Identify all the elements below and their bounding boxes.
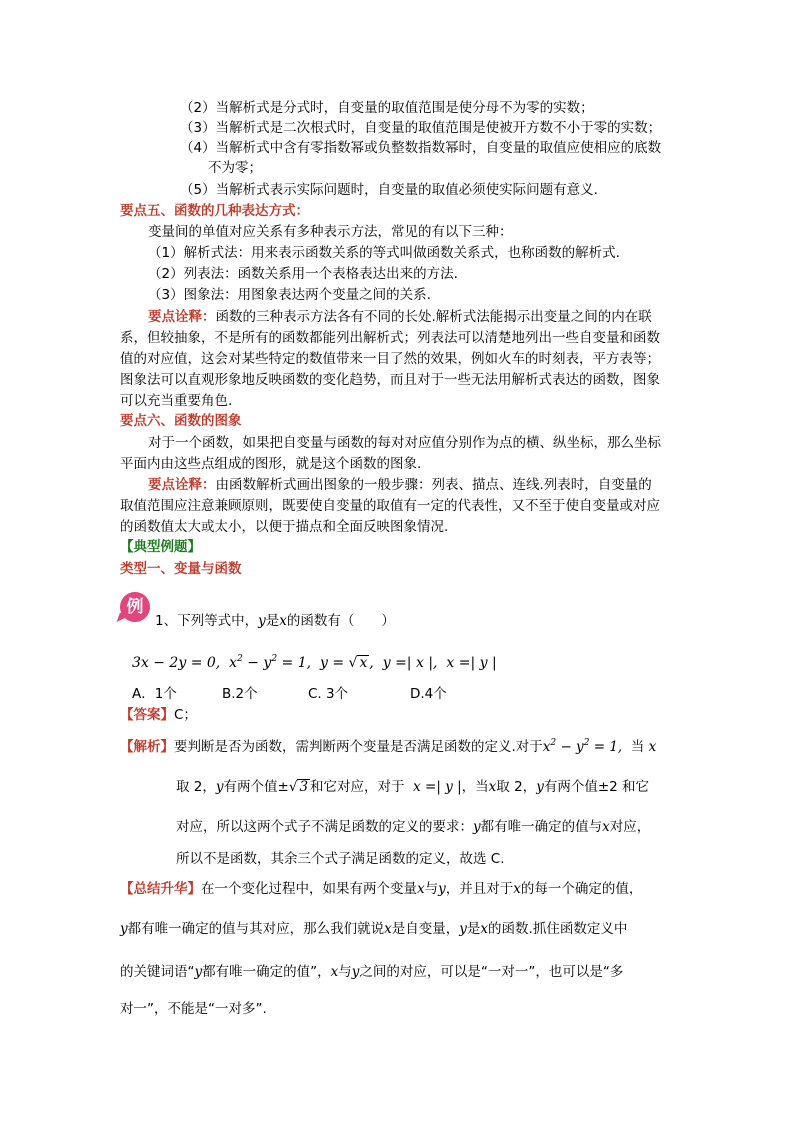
analysis-line-2: 取 2，y有两个值±√ 3 和它对应，对于 x =| y |，当x取 2，y有两个值±2 和它 (176, 779, 650, 795)
intro-item-4: （4）当解析式中含有零指数幂或负整数指数幂时，自变量的取值应使相应的底数 (180, 140, 662, 156)
question-equations: 3x − 2y = 0, $x^2 - y^2 = 1$, y = √ x , y =| x |, x =| y | (132, 654, 497, 671)
answer-label: 【答案】 (120, 707, 174, 723)
analysis-label: 【解析】 (120, 739, 174, 755)
examples-heading: 【典型例题】 (120, 539, 201, 555)
summary-line-2: y都有唯一确定的值与其对应，那么我们就说x是自变量，y是x的函数.抓住函数定义中 (120, 921, 628, 937)
summary-line-1: 【总结升华】在一个变化过程中，如果有两个变量x与y，并且对于x的每一个确定的值， (120, 881, 643, 897)
note-label: 要点诠释： (148, 477, 216, 493)
intro-item-5: （5）当解析式表示实际问题时，自变量的取值必须使实际问题有意义. (180, 182, 598, 198)
option-b[interactable]: B.2个 (222, 686, 258, 702)
analysis-line-4: 所以不是函数，其余三个式子满足函数的定义，故选 C. (176, 851, 505, 867)
summary-line-4: 对一”，不能是“一对多”. (120, 1001, 267, 1017)
example-badge-icon: 例 (120, 592, 150, 622)
section-5-note-line-4: 图象法可以直观形象地反映函数的变化趋势，而且对于一些无法用解析式表达的函数，图象 (120, 372, 660, 388)
section-5-note-line-1: 要点诠释：函数的三种表示方法各有不同的长处.解析式法能揭示出变量之间的内在联 (148, 309, 652, 325)
section-5-item-2: （2）列表法：函数关系用一个表格表达出来的方法. (148, 266, 458, 282)
intro-item-2: （2）当解析式是分式时，自变量的取值范围是使分母不为零的实数； (180, 100, 594, 116)
section-6-note-line-2: 取值范围应注意兼顾原则，既要使自变量的取值有一定的代表性，又不至于使自变量或对应 (120, 498, 660, 514)
section-6-note-line-1: 要点诠释：由函数解析式画出图象的一般步骤：列表、描点、连线.列表时，自变量的 (148, 477, 652, 493)
section-5-item-3: （3）图象法：用图象表达两个变量之间的关系. (148, 287, 431, 303)
question-stem: 1、下列等式中，y是x的函数有（ ） (155, 613, 395, 629)
section-5-note-line-5: 可以充当重要角色. (120, 393, 233, 409)
note-label: 要点诠释： (148, 309, 216, 325)
section-6-note-line-3: 的函数值太大或太小，以便于描点和全面反映图象情况. (120, 519, 449, 535)
section-5-title: 要点五、函数的几种表达方式： (120, 203, 309, 219)
section-5-note-line-2: 系，但较抽象，不是所有的函数都能列出解析式；列表法可以清楚地列出一些自变量和函数 (120, 330, 660, 346)
summary-label: 【总结升华】 (120, 881, 201, 897)
intro-item-3: （3）当解析式是二次根式时，自变量的取值范围是使被开方数不小于零的实数； (180, 120, 662, 136)
section-5-note-line-3: 值的对应值，这会对某些特定的数值带来一目了然的效果，例如火车的时刻表，平方表等； (120, 351, 660, 367)
option-c[interactable]: C. 3个 (308, 686, 349, 702)
section-5-intro: 变量间的单值对应关系有多种表示方法，常见的有以下三种： (148, 224, 513, 240)
section-6-title: 要点六、函数的图象 (120, 413, 242, 429)
section-5-item-1: （1）解析式法：用来表示函数关系的等式叫做函数关系式，也称函数的解析式. (148, 245, 620, 261)
intro-item-4-cont: 不为零； (208, 160, 262, 176)
type-1-heading: 类型一、变量与函数 (120, 561, 242, 577)
option-a[interactable]: A．1个 (132, 686, 177, 702)
section-6-body-line-2: 平面内由这些点组成的图形，就是这个函数的图象. (120, 456, 422, 472)
answer-line: 【答案】C； (120, 707, 197, 723)
section-6-body-line-1: 对于一个函数，如果把自变量与函数的每对对应值分别作为点的横、纵坐标，那么坐标 (148, 435, 661, 451)
analysis-line-1: 【解析】要判断是否为函数，需判断两个变量是否满足函数的定义.对于$x^2 - y^2 = 1$, 当 x (120, 738, 657, 755)
option-d[interactable]: D.4个 (410, 686, 447, 702)
summary-line-3: 的关键词语“y都有唯一确定的值”，x与y之间的对应，可以是“一对一”，也可以是“多 (120, 964, 624, 980)
analysis-line-3: 对应，所以这两个式子不满足函数的定义的要求：y都有唯一确定的值与x对应， (176, 819, 651, 835)
